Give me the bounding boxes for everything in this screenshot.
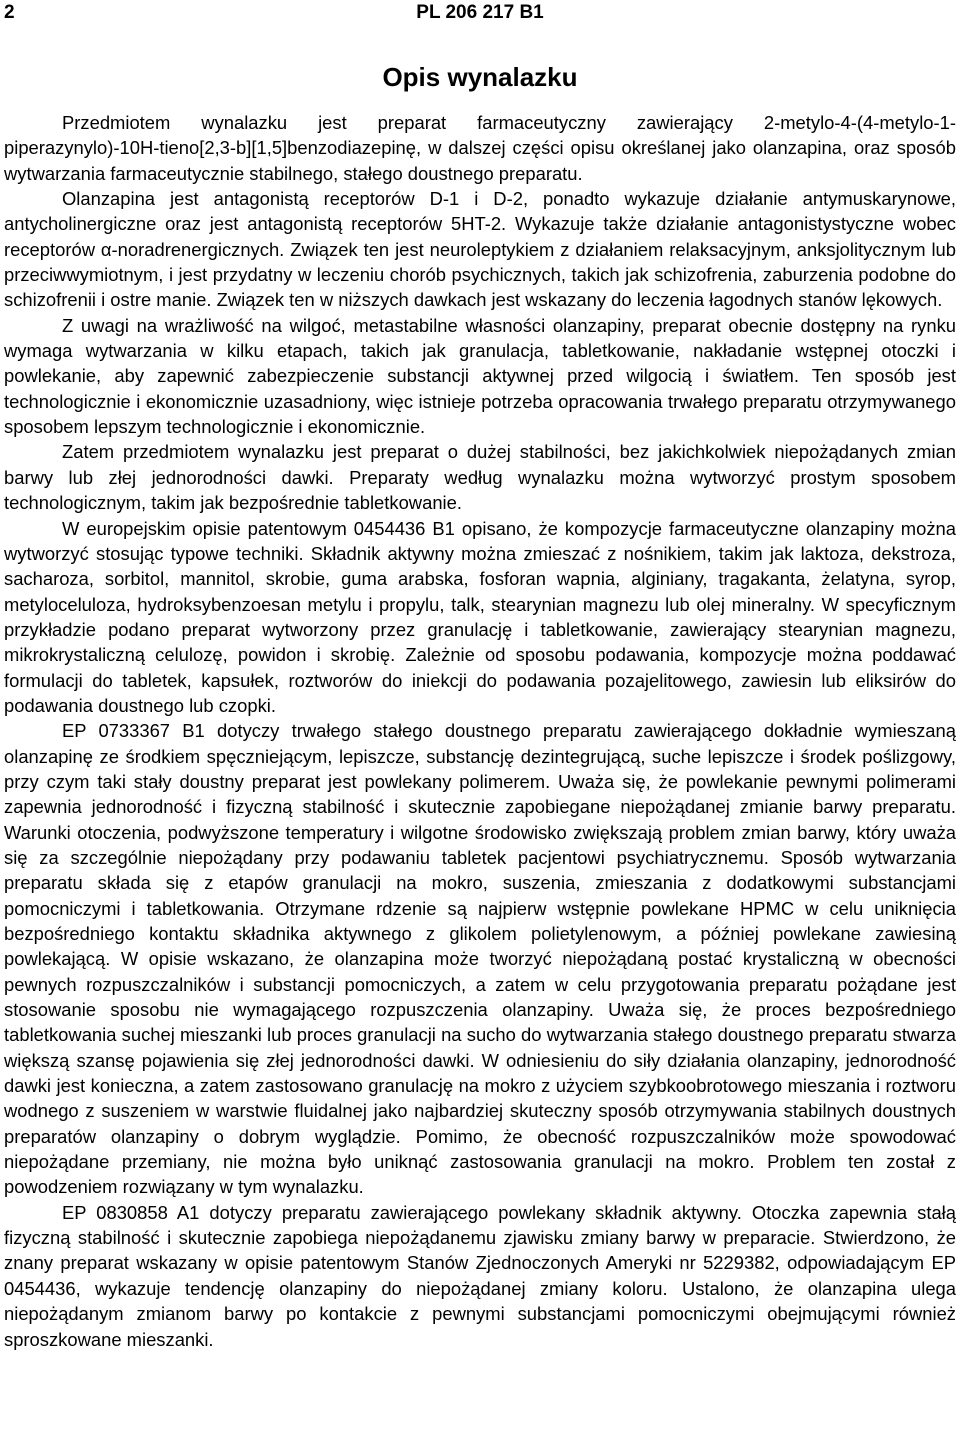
- document-body: [4, 110, 956, 1352]
- paragraph: Olanzapina jest antagonistą receptorów D-1 i D-2, ponadto wykazuje działanie antymuskarynowe, antycholinergiczne oraz jest antagonistą receptorów 5HT-2. Wykazuje także działanie antagonistystyczne wobec receptorów α-noradrenergicznych. Związek ten jest neuroleptykiem z działaniem relaksacyjnym, anksjolitycznym lub przeciwwymiotnym, i jest przydatny w leczeniu chorób psychicznych, takich jak schizofrenia, zaburzenia podobne do schizofrenii i ostre manie. Związek ten w niższych dawkach jest wskazany do leczenia łagodnych stanów lękowych.: [4, 188, 956, 311]
- document-id: PL 206 217 B1: [416, 2, 544, 23]
- paragraph: EP 0830858 A1 dotyczy preparatu zawierającego powlekany składnik aktywny. Otoczka zapewnia stałą fizyczną stabilność i skutecznie zapobiega niepożądanemu zjawisku zmiany barwy w preparacie. Stwierdzono, że znany preparat wskazany w opisie patentowym Stanów Zjednoczonych Ameryki nr 5229382, odpowiadającym EP 0454436, wykazuje tendencję olanzapiny do niepożądanej zmiany koloru. Ustalono, że olanzapina ulega niepożądanym zmianom barwy po kontakcie z pewnymi substancjami pomocniczymi obejmującymi również sproszkowane mieszanki.: [4, 1201, 956, 1350]
- paragraph: EP 0733367 B1 dotyczy trwałego stałego doustnego preparatu zawierającego dokładnie wymieszaną olanzapinę ze środkiem spęczniejącym, lepiszcze, substancję dezintegrującą, suche lepiszcze i środek poślizgowy, przy czym taki stały doustny preparat jest powlekany polimerem. Uważa się, że powlekanie pewnymi polimerami zapewnia jednorodność i fizyczną stabilność i skutecznie zapobiegane niepożądanej zmianie barwy preparatu. Warunki otoczenia, podwyższone temperatury i wilgotne środowisko zwiększają problem zmian barwy, który uważa się za szczególnie niepożądany przy podawaniu tabletek pacjentowi psychiatrycznemu. Sposób wytwarzania preparatu składa się z etapów granulacji na mokro, suszenia, zmieszania z dodatkowymi substancjami pomocniczymi i tabletkowania. Otrzymane rdzenie są najpierw wstępnie powlekane HPMC w celu uniknięcia bezpośredniego kontaktu składnika aktywnego z glikolem polietylenowym, a później powlekane zawiesiną powlekającą. W opisie wskazano, że olanzapina może tworzyć niepożądaną postać krystaliczną w obecności pewnych rozpuszczalników i substancji pomocniczych, a zatem w celu przygotowania preparatu pożądane jest stosowanie sposobu nie wymagającego rozpuszczenia olanzapiny. Uważa się, że proces bezpośredniego tabletkowania suchej mieszanki lub proces granulacji na sucho do wytwarzania stałego doustnego preparatu stwarza większą szansę pojawienia się złej jednorodności dawki. W odniesieniu do siły działania olanzapiny, jednorodność dawki jest konieczna, a zatem zastosowano granulację na mokro z użyciem szybkoobrotowego mieszania i roztworu wodnego z suszeniem w warstwie fluidalnej jako najbardziej skuteczny sposób otrzymywania stabilnych doustnych preparatów olanzapiny o dobrym wyglądzie. Pomimo, że obecność rozpuszczalników może spowodować niepożądane przemiany, nie można było uniknąć zastosowania granulacji na mokro. Problem ten został z powodzeniem rozwiązany w tym wynalazku.: [4, 720, 956, 1198]
- paragraph: Zatem przedmiotem wynalazku jest preparat o dużej stabilności, bez jakichkolwiek niepożądanych zmian barwy lub złej jednorodności dawki. Preparaty według wynalazku można wytworzyć prostym sposobem technologicznym, takim jak bezpośrednie tabletkowanie.: [4, 441, 956, 514]
- page-number: 2: [4, 2, 15, 23]
- paragraph: Przedmiotem wynalazku jest preparat farmaceutyczny zawierający 2-metylo-4-(4-metylo-1-piperazynylo)-10H-tieno[2,3-b][1,5]benzodiazepinę, w dalszej części opisu określanej jako olanzapina, oraz sposób wytwarzania farmaceutycznie stabilnego, stałego doustnego preparatu.: [4, 112, 956, 184]
- section-title: Opis wynalazku: [382, 62, 578, 92]
- paragraph: W europejskim opisie patentowym 0454436 B1 opisano, że kompozycje farmaceutyczne olanzapiny można wytworzyć stosując typowe techniki. Składnik aktywny można zmieszać z nośnikiem, takim jak laktoza, dekstroza, sacharoza, sorbitol, mannitol, skrobie, guma arabska, fosforan wapnia, alginiany, tragakanta, żelatyna, syrop, metyloceluloza, hydroksybenzoesan metylu i propylu, talk, stearynian magnezu lub olej mineralny. W specyficznym przykładzie podano preparat wytworzony przez granulację i tabletkowanie, zawierający stearynian magnezu, mikrokrystaliczną celulozę, powidon i skrobię. Zależnie od sposobu podawania, kompozycje można poddawać formulacji do tabletek, kapsułek, roztworów do iniekcji do podawania pozajelitowego, zawiesin lub eliksirów do podawania doustnego lub czopki.: [4, 517, 956, 716]
- paragraph: Z uwagi na wrażliwość na wilgoć, metastabilne własności olanzapiny, preparat obecnie dostępny na rynku wymaga wytwarzania w kilku etapach, takich jak granulacja, tabletkowanie, nakładanie wstępnej otoczki i powlekanie, aby zapewnić zabezpieczenie substancji aktywnej przed wilgocią i światłem. Ten sposób jest technologicznie i ekonomicznie uzasadniony, więc istnieje potrzeba opracowania trwałego preparatu otrzymywanego sposobem lepszym technologicznie i ekonomicznie.: [4, 314, 956, 438]
- page-header: [0, 0, 960, 30]
